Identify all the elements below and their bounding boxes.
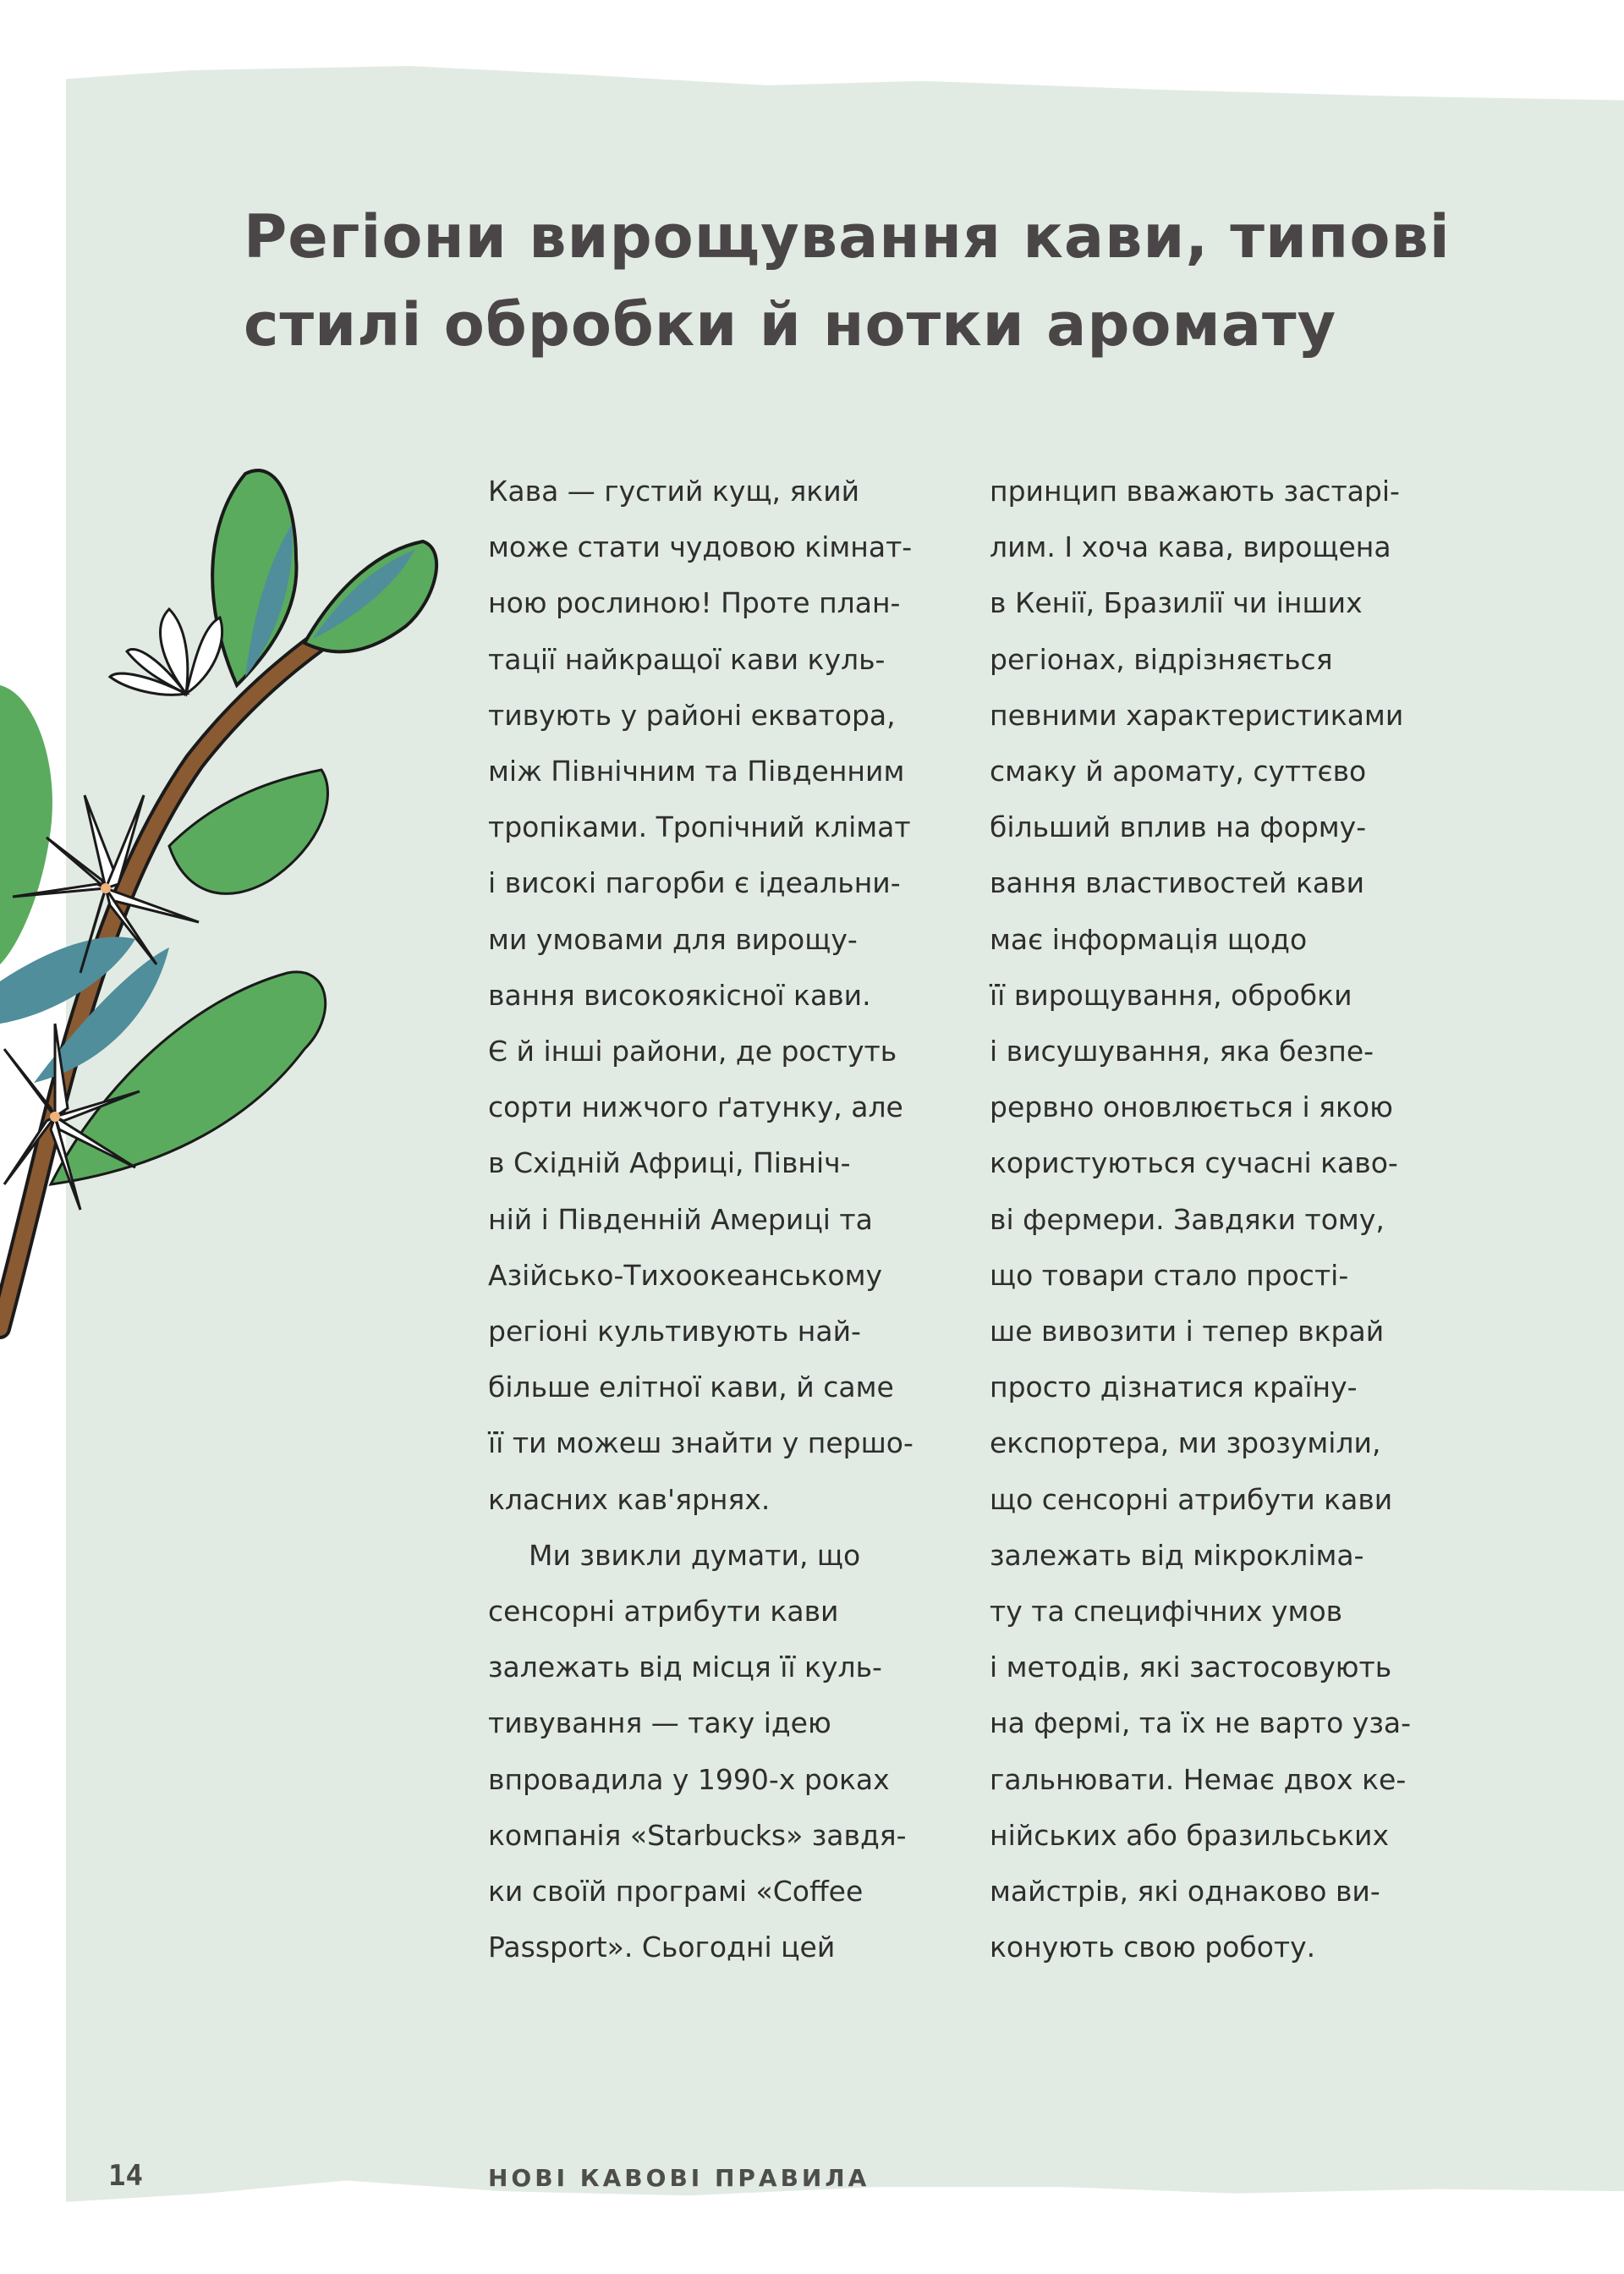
text-line: і висушування, яка безпе- [990,1035,1374,1068]
paragraph-start-line: Ми звикли думати, що [529,1538,861,1572]
text-line: більший вплив на форму- [990,810,1367,844]
text-line: ві фермери. Завдяки тому, [990,1202,1385,1236]
text-line: має інформація щодо [990,922,1308,956]
text-line: Є й інші райони, де ростуть [488,1035,897,1068]
text-line: компанія «Starbucks» завдя- [488,1818,907,1852]
coffee-plant-illustration [0,440,457,1455]
text-line: тивування — таку ідею [488,1706,831,1740]
text-line: Азійсько-Тихоокеанському [488,1258,883,1292]
text-line: може стати чудовою кімнат- [488,530,913,564]
text-line: що товари стало простi- [990,1258,1349,1292]
text-line: вання властивостей кави [990,866,1365,900]
text-line: майстрів, які однаково ви- [990,1875,1380,1909]
title-line: Регіони вирощування кави, типові [244,202,1451,272]
text-line: користуються сучасні каво- [990,1146,1398,1180]
text-line: тропіками. Тропічний клімат [488,810,911,844]
leaf-left-large [0,685,52,964]
text-line: регіоні культивують най- [488,1315,861,1348]
text-line: ній і Південній Америці та [488,1202,873,1236]
text-line: в Східній Африці, Північ- [488,1146,851,1180]
text-line: смаку й аромату, суттєво [990,755,1367,788]
text-column-2 [990,464,1463,1975]
text-line: залежать від місця її куль- [488,1651,882,1684]
text-line: в Кенії, Бразилії чи інших [990,586,1363,620]
text-line: регіонах, відрізняється [990,642,1333,676]
text-line: сенсорні атрибути кави [488,1595,839,1629]
text-line: і методів, які застосовують [990,1651,1392,1684]
text-line: її вирощування, обробки [990,978,1352,1012]
text-line: що сенсорні атрибути кави [990,1482,1393,1516]
text-line: залежать від мікрокліма- [990,1538,1364,1572]
text-line: сорти нижчого ґатунку, але [488,1090,903,1124]
text-line: тації найкращої кави куль- [488,642,886,676]
text-line: експортера, ми зрозуміли, [990,1426,1381,1460]
text-line: нійських або бразильських [990,1818,1389,1852]
text-line: ше вивозити і тепер вкрай [990,1315,1385,1348]
text-line: принцип вважають застарі- [990,475,1400,508]
text-line: Passport». Сьогодні цей [488,1931,836,1964]
leaf-middle-right [169,770,328,893]
text-line: певними характеристиками [990,698,1404,732]
text-line: гальнювати. Немає двох ке- [990,1762,1407,1796]
page-number: 14 [108,2159,143,2193]
text-column-1 [488,464,962,1975]
text-line: конують свою роботу. [990,1931,1316,1964]
text-line: ки своїй програмі «Coffee [488,1875,864,1909]
text-line: ту та специфічних умов [990,1595,1343,1629]
running-footer-book-title: НОВІ КАВОВІ ПРАВИЛА [488,2164,870,2192]
text-line: просто дізнатися країну- [990,1370,1358,1404]
text-line: між Північним та Південним [488,755,905,788]
text-line: рервно оновлюється і якою [990,1090,1393,1124]
text-line: класних кав'ярнях. [488,1482,771,1516]
flower-small-bud [110,609,222,695]
text-line: на фермі, та їх не варто уза- [990,1706,1412,1740]
text-line: ною рослиною! Проте план- [488,586,901,620]
text-line: ми умовами для вирощу- [488,922,858,956]
text-line: і високі пагорби є ідеальни- [488,866,901,900]
text-line: тивують у районі екватора, [488,698,896,732]
text-line: більше елітної кави, й саме [488,1370,894,1404]
text-line: вання високоякісної кави. [488,978,871,1012]
text-line: Кава — густий кущ, який [488,475,860,508]
page-title [244,193,1512,369]
text-line: впровадила у 1990-х роках [488,1762,890,1796]
title-line: стилі обробки й нотки аромату [244,290,1337,360]
text-line: її ти можеш знайти у першо- [488,1426,914,1460]
text-line: лим. І хоча кава, вирощена [990,530,1391,564]
